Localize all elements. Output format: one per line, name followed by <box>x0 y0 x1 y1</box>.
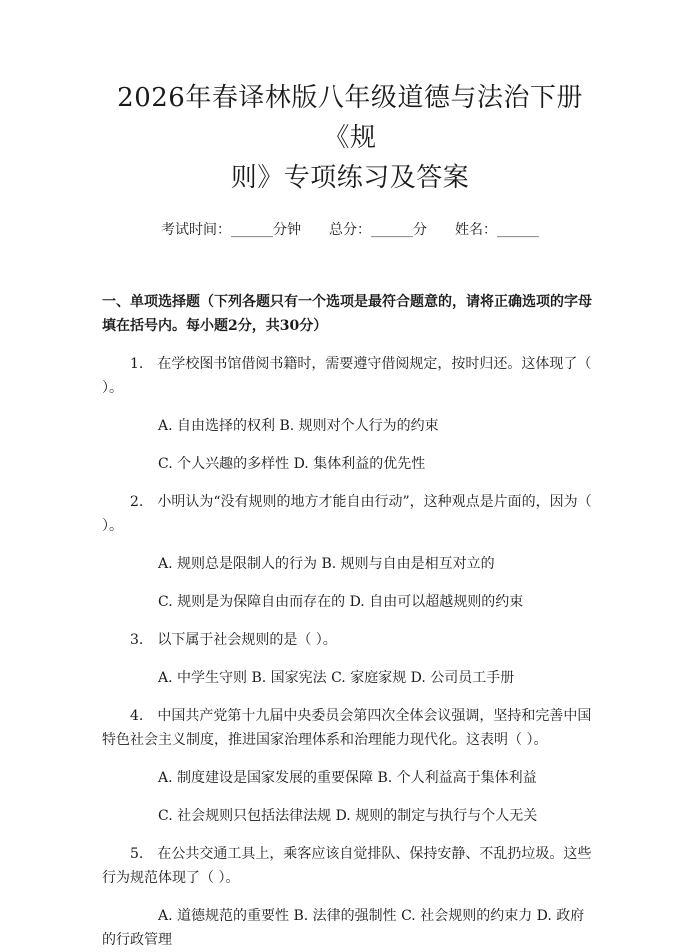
question-2-options-row-1: A. 规则总是限制人的行为 B. 规则与自由是相互对立的 <box>158 556 495 572</box>
section-heading-single-choice: 一、单项选择题（下列各题只有一个选项是最符合题意的，请将正确选项的字母填在括号内。每小题2分，共30分） <box>102 294 592 334</box>
student-name: 姓名：______ <box>455 222 539 238</box>
exam-meta <box>102 220 598 240</box>
question-text: 以下属于社会规则的是（ ）。 <box>157 632 337 648</box>
question-4-options-row-1: A. 制度建设是国家发展的重要保障 B. 个人利益高于集体利益 <box>158 770 537 786</box>
exam-time: 考试时间：______分钟 <box>161 222 301 238</box>
document-title <box>102 0 598 198</box>
question-1-options-row-1: A. 自由选择的权利 B. 规则对个人行为的约束 <box>158 418 439 434</box>
question-2 <box>102 490 598 538</box>
question-5-options-row-1: A. 道德规范的重要性 B. 法律的强制性 C. 社会规则的约束力 D. 政府的行政管理 <box>102 908 585 948</box>
question-text: 在公共交通工具上，乘客应该自觉排队、保持安静、不乱扔垃圾。这些行为规范体现了（ ）。 <box>102 846 592 886</box>
title-line-1: 2026年春译林版八年级道德与法治下册《规 <box>117 83 583 153</box>
question-1-options-row-2: C. 个人兴趣的多样性 D. 集体利益的优先性 <box>158 456 426 472</box>
question-number: 5. <box>130 846 144 862</box>
question-number: 2. <box>130 494 144 510</box>
question-3-options-row-1: A. 中学生守则 B. 国家宪法 C. 家庭家规 D. 公司员工手册 <box>158 670 515 686</box>
question-number: 4. <box>130 708 144 724</box>
question-5 <box>102 842 598 890</box>
total-score: 总分：______分 <box>329 222 427 238</box>
question-3 <box>102 628 598 652</box>
question-number: 1. <box>130 356 144 372</box>
question-4 <box>102 704 598 752</box>
title-line-2: 则》专项练习及答案 <box>230 163 470 193</box>
question-number: 3. <box>130 632 144 648</box>
question-4-options-row-2: C. 社会规则只包括法律法规 D. 规则的制定与执行与个人无关 <box>158 808 538 824</box>
question-text: 在学校图书馆借阅书籍时，需要遵守借阅规定，按时归还。这体现了（ ）。 <box>102 356 592 396</box>
question-2-options-row-2: C. 规则是为保障自由而存在的 D. 自由可以超越规则的约束 <box>158 594 524 610</box>
question-1 <box>102 352 598 400</box>
question-text: 小明认为“没有规则的地方才能自由行动”，这种观点是片面的，因为（ ）。 <box>102 494 592 534</box>
question-text: 中国共产党第十九届中央委员会第四次全体会议强调，坚持和完善中国特色社会主义制度，推进国家治理体系和治理能力现代化。这表明（ ）。 <box>102 708 592 748</box>
